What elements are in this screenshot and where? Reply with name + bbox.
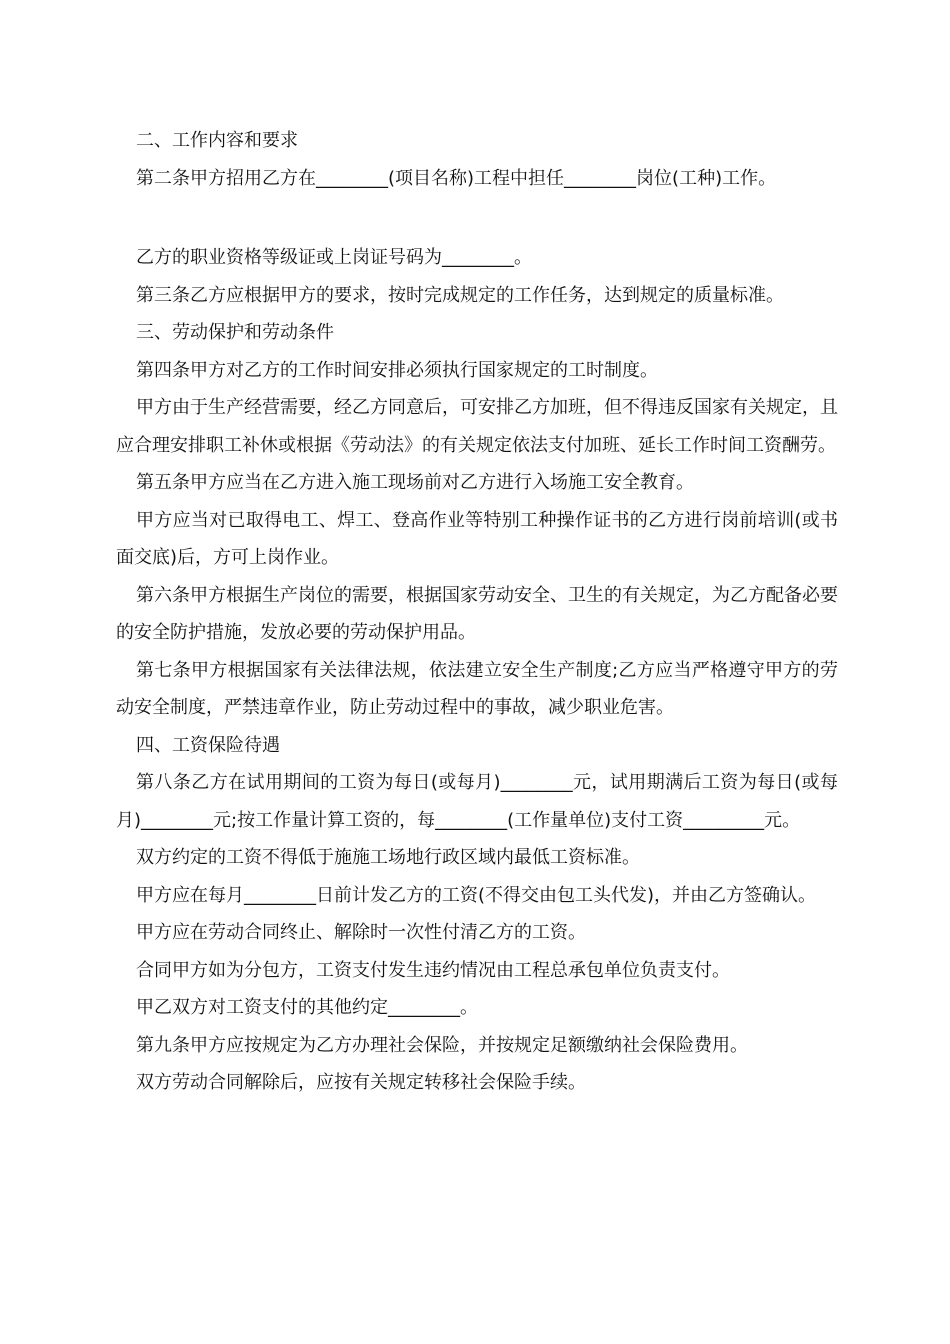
article-7: 第七条甲方根据国家有关法律法规，依法建立安全生产制度;乙方应当严格遵守甲方的劳动安全制度，严禁违章作业，防止劳动过程中的事故，减少职业危害。 — [116, 659, 838, 718]
final-settlement: 甲方应在劳动合同终止、解除时一次性付清乙方的工资。 — [136, 922, 586, 943]
article-5: 第五条甲方应当在乙方进入施工现场前对乙方进行入场施工安全教育。 — [136, 472, 694, 493]
blank-gap — [116, 197, 838, 239]
article-2: 第二条甲方招用乙方在________(项目名称)工程中担任________岗位(工种)工作。 — [136, 167, 777, 189]
qualification-certificate: 乙方的职业资格等级证或上岗证号码为________。 — [136, 247, 532, 268]
section-heading-labor-protection: 三、劳动保护和劳动条件 — [136, 322, 334, 343]
article-6: 第六条甲方根据生产岗位的需要，根据国家劳动安全、卫生的有关规定，为乙方配备必要的安全防护措施，发放必要的劳动保护用品。 — [116, 584, 838, 643]
minimum-wage: 双方约定的工资不得低于施施工场地行政区域内最低工资标准。 — [136, 847, 640, 868]
subcontractor-liability: 合同甲方如为分包方，工资支付发生违约情况由工程总承包单位负责支付。 — [136, 959, 730, 981]
insurance-transfer: 双方劳动合同解除后，应按有关规定转移社会保险手续。 — [136, 1072, 586, 1093]
monthly-pay: 甲方应在每月________日前计发乙方的工资(不得交由包工头代发)，并由乙方签确认。 — [136, 884, 817, 906]
other-agreements: 甲乙双方对工资支付的其他约定________。 — [136, 997, 478, 1018]
article-9: 第九条甲方应按规定为乙方办理社会保险，并按规定足额缴纳社会保险费用。 — [136, 1034, 748, 1056]
section-heading-wages-insurance: 四、工资保险待遇 — [136, 734, 280, 756]
document-body — [116, 122, 838, 1102]
section-heading-work-content: 二、工作内容和要求 — [136, 130, 298, 151]
special-trade-training: 甲方应当对已取得电工、焊工、登高作业等特别工种操作证书的乙方进行岗前培训(或书面交底)后，方可上岗作业。 — [116, 509, 838, 568]
article-8: 第八条乙方在试用期间的工资为每日(或每月)________元，试用期满后工资为每日(或每月)________元;按工作量计算工资的，每________(工作量单位)支付工资_________元。 — [116, 772, 838, 831]
overtime-paragraph: 甲方由于生产经营需要，经乙方同意后，可安排乙方加班，但不得违反国家有关规定，且应合理安排职工补休或根据《劳动法》的有关规定依法支付加班、延长工作时间工资酬劳。 — [116, 397, 838, 456]
article-3: 第三条乙方应根据甲方的要求，按时完成规定的工作任务，达到规定的质量标准。 — [136, 284, 784, 306]
article-4: 第四条甲方对乙方的工作时间安排必须执行国家规定的工时制度。 — [136, 359, 658, 381]
